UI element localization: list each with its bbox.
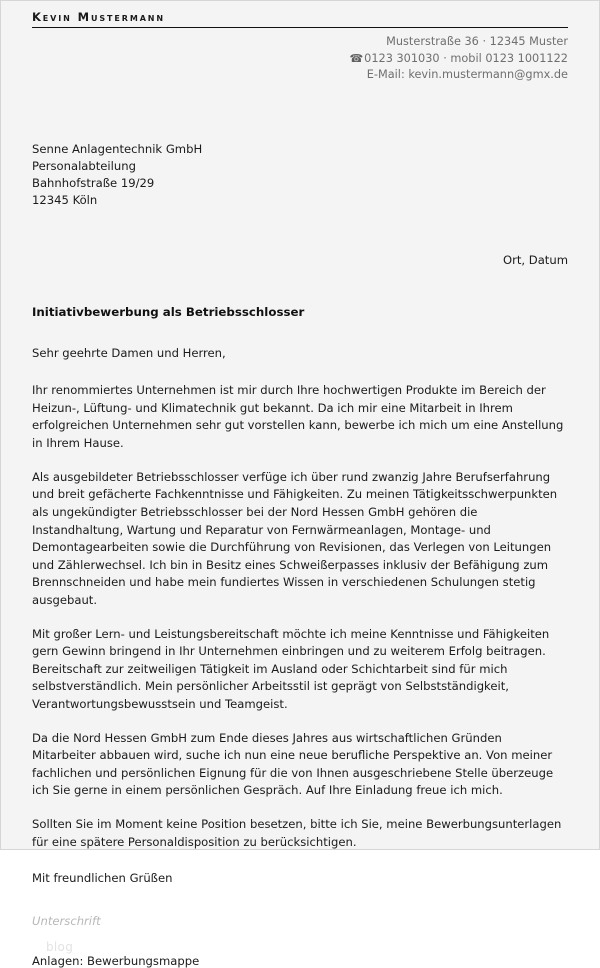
recipient-line-city: 12345 Köln — [32, 192, 98, 207]
enclosure-text: Anlagen: Bewerbungsmappe — [32, 954, 200, 968]
sender-name: Kevin Mustermann — [32, 10, 165, 24]
sender-contact-block — [32, 34, 568, 83]
body-paragraph-4: Da die Nord Hessen GmbH zum Ende dieses Jahres aus wirtschaftlichen Gründen Mitarbeiter abbauen wird, suche ich nun eine neue berufliche Perspektive an. Von meiner fachlichen und persönlichen Eignung für die von Ihnen ausgeschriebene Stelle überzeuge ich Sie gerne in einem persönlichen Gespräch. Auf Ihre Einladung freue ich mich. — [32, 730, 554, 798]
letterhead — [32, 1, 568, 84]
sender-phone-line — [32, 51, 568, 67]
body-paragraph-5: Sollten Sie im Moment keine Position besetzen, bitte ich Sie, meine Bewerbungsunterlagen für eine spätere Personaldisposition zu berücksichtigen. — [32, 817, 562, 849]
closing-phrase: Mit freundlichen Grüßen — [32, 871, 173, 886]
signature-placeholder: Unterschrift — [32, 914, 101, 929]
sender-phone-text: 0123 301030 · mobil 0123 1001122 — [364, 51, 568, 65]
sender-address-line: Musterstraße 36 · 12345 Muster — [386, 35, 568, 49]
recipient-line-department: Personalabteilung — [32, 158, 136, 173]
salutation: Sehr geehrte Damen und Herren, — [32, 345, 226, 360]
watermark-text: blog — [46, 940, 74, 955]
sender-email-line: E-Mail: kevin.mustermann@gmx.de — [366, 68, 568, 82]
date-line: Ort, Datum — [502, 252, 568, 267]
recipient-line-company: Senne Anlagentechnik GmbH — [32, 141, 203, 156]
body-paragraph-1: Ihr renommiertes Unternehmen ist mir durch Ihre hochwertigen Produkte im Bereich der Heizun-, Lüftung- und Klimatechnik gut bekannt. Da ich mir eine Mitarbeit in Ihrem erfolgreichen Unternehmen sehr gut vorstellen kann, bewerbe ich mich um eine Anstellung in Ihrem Hause. — [32, 383, 564, 451]
letter-body — [32, 345, 568, 852]
telephone-icon: ☎ — [349, 51, 364, 65]
header-divider — [32, 27, 568, 28]
recipient-line-street: Bahnhofstraße 19/29 — [32, 175, 155, 190]
body-paragraph-2: Als ausgebildeter Betriebsschlosser verfüge ich über rund zwanzig Jahre Berufserfahrung und breit gefächerte Fachkenntnisse und Fähigkeiten. Zu meinen Tätigkeitsschwerpunkten als ungekündigter Betriebsschlosser bei der Nord Hessen GmbH gehören die Instandhaltung, Wartung und Reparatur von Fernwärmeanlagen, Montage- und Demontagearbeiten sowie die Durchführung von Revisionen, das Verlegen von Leitungen und Zählerwechsel. Ich bin in Besitz eines Schweißerpasses inklusiv der Befähigung zum Brennschneiden und habe mein fundiertes Wissen in verschiedenen Schulungen stetig ausgebaut. — [32, 469, 558, 607]
enclosure-note — [32, 940, 568, 968]
letter-content — [1, 1, 599, 968]
recipient-address — [32, 141, 568, 209]
subject-line: Initiativbewerbung als Betriebsschlosser — [32, 304, 305, 319]
body-paragraph-3: Mit großer Lern- und Leistungsbereitschaft möchte ich meine Kenntnisse und Fähigkeiten gern Gewinn bringend in Ihr Unternehmen einbringen und zu weiterem Erfolg beitragen. Bereitschaft zur zeitweiligen Tätigkeit im Ausland oder Schichtarbeit sind für mich selbstverständlich. Mein persönlicher Arbeitsstil ist geprägt von Selbstständigkeit, Verantwortungsbewusstsein und Teamgeist. — [32, 626, 550, 711]
